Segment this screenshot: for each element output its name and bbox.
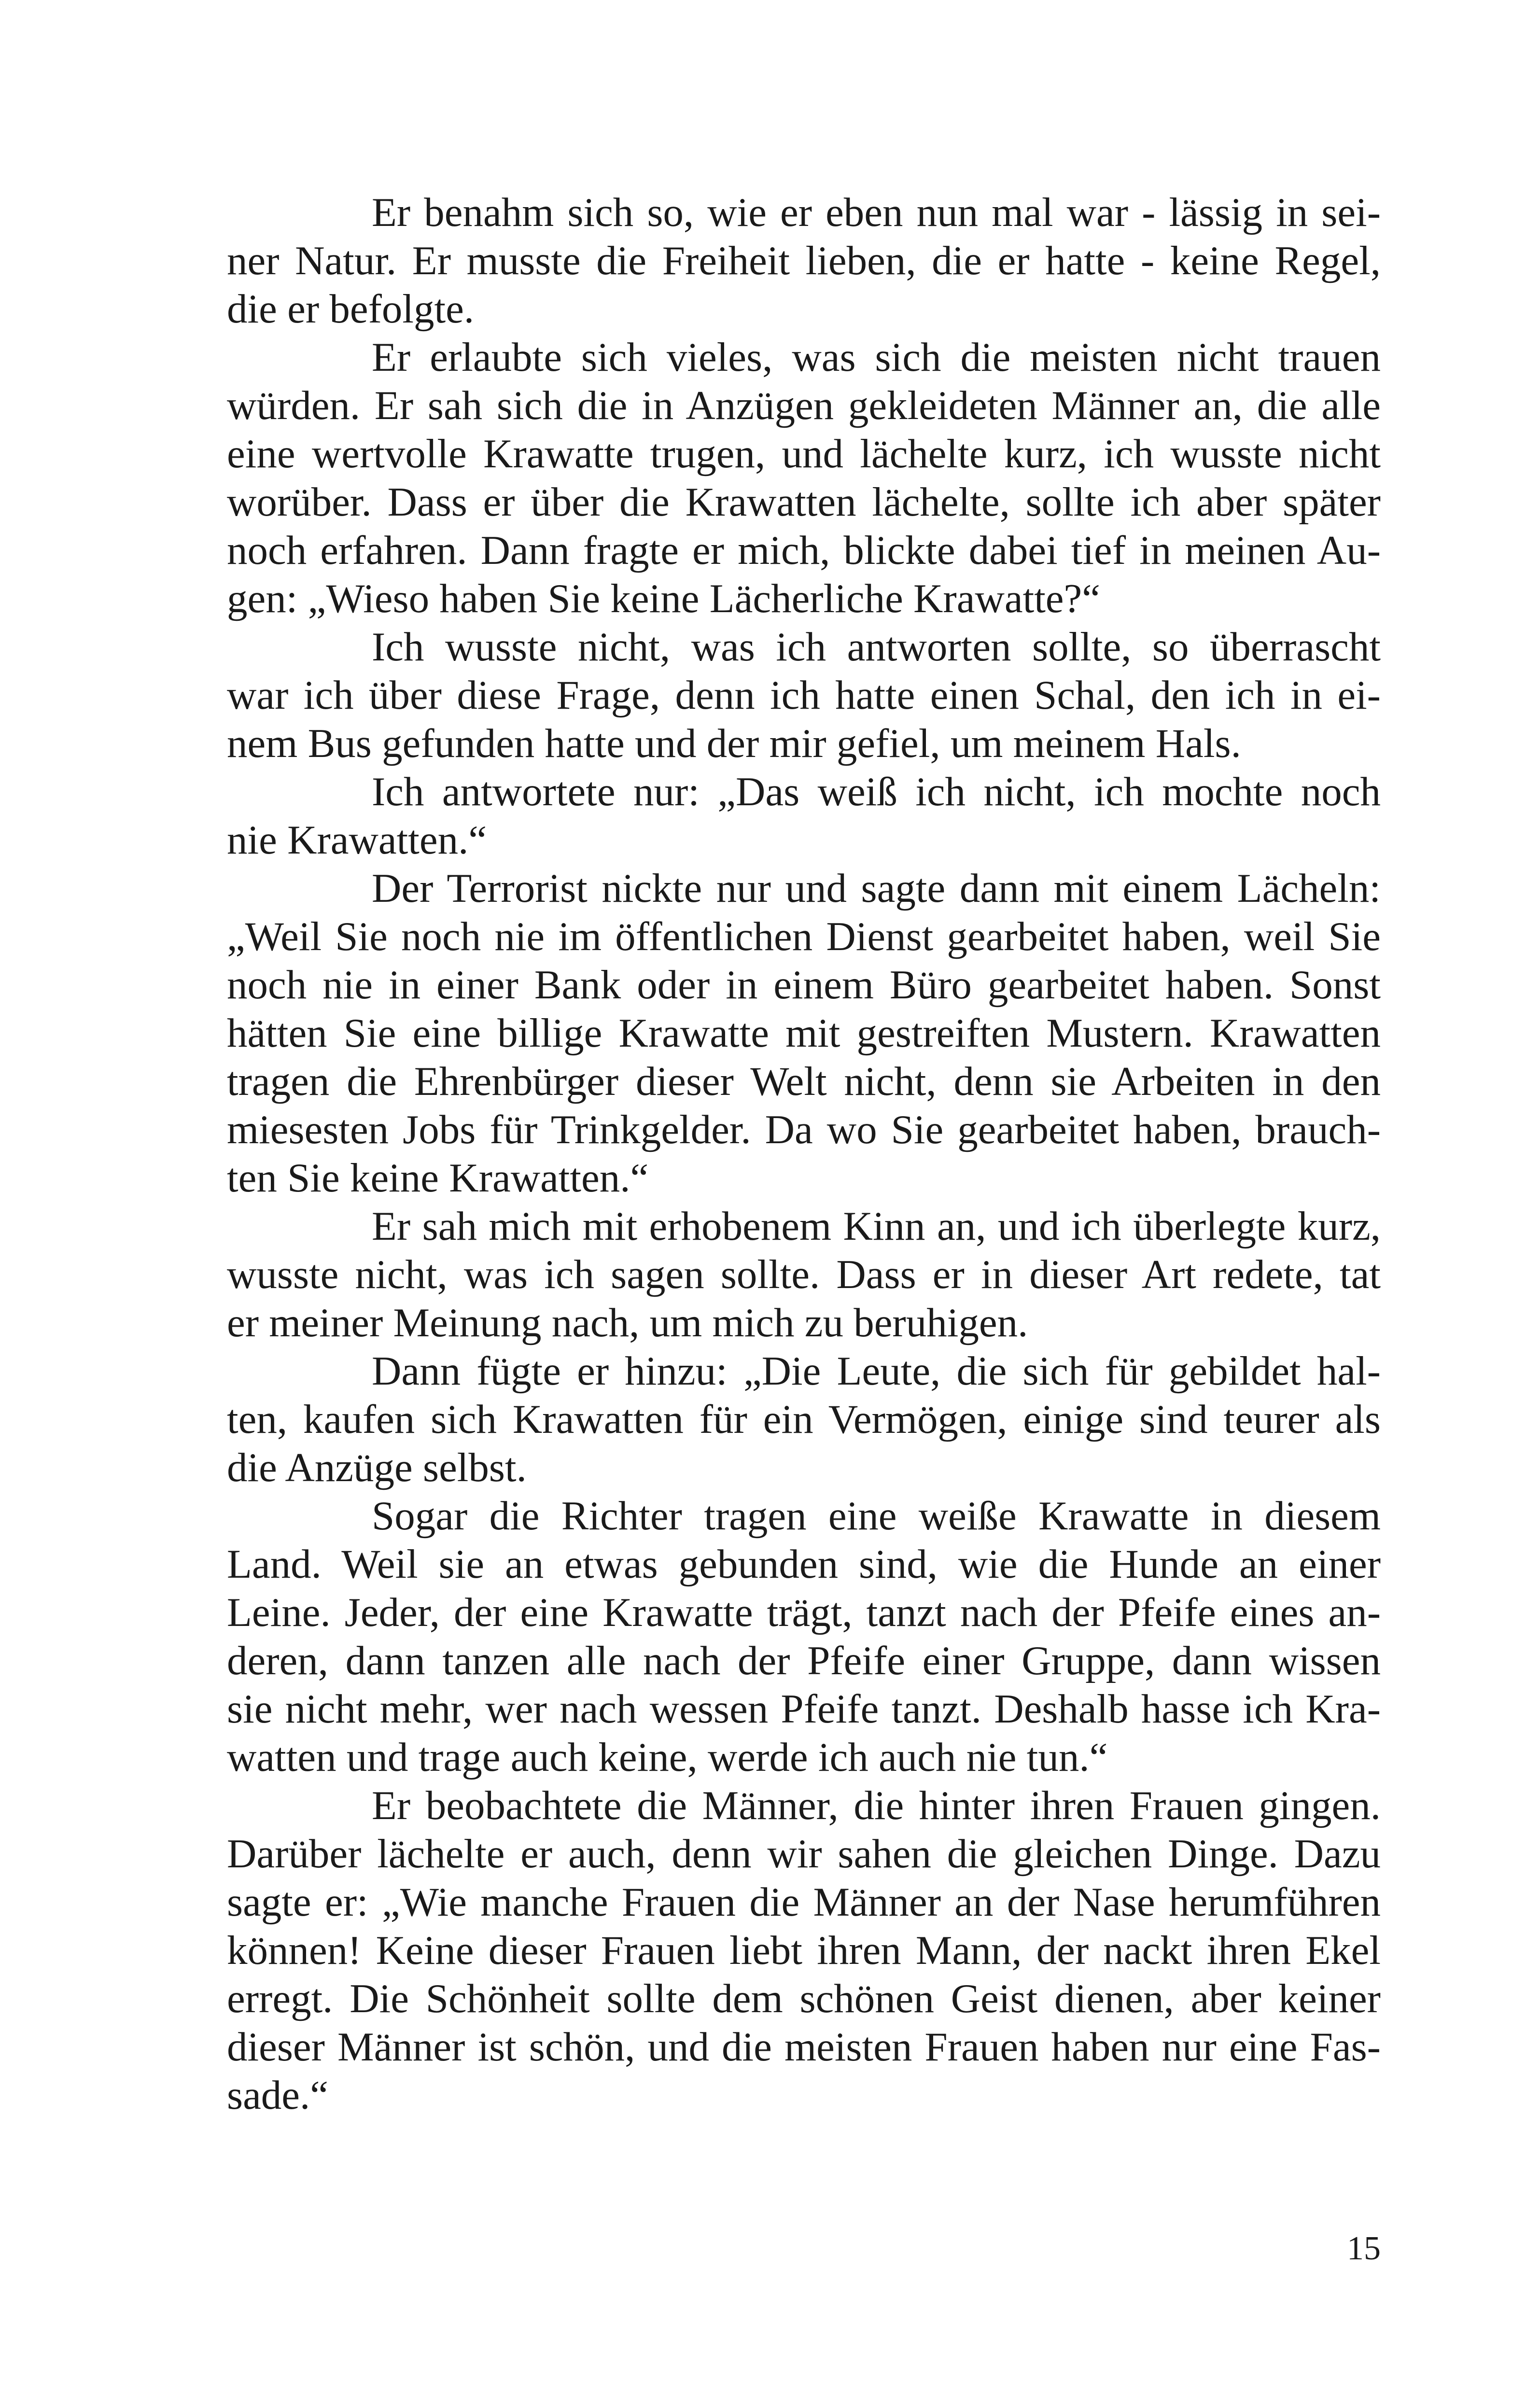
text-line: Er sah mich mit erhobenem Kinn an, und ich überlegte kurz, [372, 1204, 1381, 1249]
text-line: Er beobachtete die Männer, die hinter ihren Frauen gingen. [372, 1783, 1381, 1828]
text-line: nem Bus gefunden hatte und der mir gefiel, um meinem Hals. [227, 721, 1241, 766]
text-line: sie nicht mehr, wer nach wessen Pfeife tanzt. Deshalb hasse ich Kra- [227, 1686, 1381, 1732]
text-line: würden. Er sah sich die in Anzügen gekleideten Männer an, die alle [227, 383, 1381, 428]
text-line: Er benahm sich so, wie er eben nun mal war - lässig in sei- [372, 190, 1381, 235]
text-line: watten und trage auch keine, werde ich auch nie tun.“ [227, 1735, 1108, 1780]
body-text [227, 188, 1381, 2119]
text-line: ten, kaufen sich Krawatten für ein Vermögen, einige sind teurer als [227, 1397, 1381, 1442]
text-line: gen: „Wieso haben Sie keine Lächerliche Krawatte?“ [227, 576, 1100, 621]
text-line: Ich antwortete nur: „Das weiß ich nicht, ich mochte noch [372, 769, 1381, 814]
text-line: worüber. Dass er über die Krawatten lächelte, sollte ich aber später [227, 479, 1381, 525]
text-line: nie Krawatten.“ [227, 817, 487, 863]
text-line: Leine. Jeder, der eine Krawatte trägt, tanzt nach der Pfeife eines an- [227, 1590, 1381, 1635]
text-line: wusste nicht, was ich sagen sollte. Dass er in dieser Art redete, tat [227, 1252, 1381, 1297]
text-line: Land. Weil sie an etwas gebunden sind, wie die Hunde an einer [227, 1541, 1381, 1587]
text-line: tragen die Ehrenbürger dieser Welt nicht, denn sie Arbeiten in den [227, 1059, 1381, 1104]
text-line: Er erlaubte sich vieles, was sich die meisten nicht trauen [372, 335, 1381, 380]
text-line: ner Natur. Er musste die Freiheit lieben, die er hatte - keine Regel, [227, 238, 1381, 283]
text-line: erregt. Die Schönheit sollte dem schönen Geist dienen, aber keiner [227, 1976, 1381, 2021]
text-line: Ich wusste nicht, was ich antworten sollte, so überrascht [372, 624, 1381, 670]
text-line: hätten Sie eine billige Krawatte mit gestreiften Mustern. Krawatten [227, 1010, 1381, 1056]
text-line: er meiner Meinung nach, um mich zu beruhigen. [227, 1300, 1028, 1345]
page-number: 15 [1347, 2230, 1381, 2267]
text-line: sade.“ [227, 2073, 329, 2118]
text-line: Sogar die Richter tragen eine weiße Krawatte in diesem [372, 1493, 1381, 1539]
text-line: dieser Männer ist schön, und die meisten Frauen haben nur eine Fas- [227, 2024, 1381, 2070]
text-line: eine wertvolle Krawatte trugen, und lächelte kurz, ich wusste nicht [227, 431, 1381, 476]
text-line: noch nie in einer Bank oder in einem Büro gearbeitet haben. Sonst [227, 962, 1381, 1008]
text-line: Darüber lächelte er auch, denn wir sahen die gleichen Dinge. Dazu [227, 1831, 1381, 1877]
text-line: Der Terrorist nickte nur und sagte dann mit einem Lächeln: [372, 866, 1381, 911]
text-line: sagte er: „Wie manche Frauen die Männer an der Nase herumführen [227, 1879, 1381, 1925]
text-line: Dann fügte er hinzu: „Die Leute, die sich für gebildet hal- [372, 1348, 1381, 1394]
text-line: die Anzüge selbst. [227, 1445, 527, 1490]
text-line: noch erfahren. Dann fragte er mich, blickte dabei tief in meinen Au- [227, 528, 1381, 573]
text-line: ten Sie keine Krawatten.“ [227, 1155, 649, 1201]
text-line: können! Keine dieser Frauen liebt ihren Mann, der nackt ihren Ekel [227, 1928, 1381, 1973]
text-line: „Weil Sie noch nie im öffentlichen Dienst gearbeitet haben, weil Sie [227, 914, 1381, 959]
text-line: deren, dann tanzen alle nach der Pfeife einer Gruppe, dann wissen [227, 1638, 1381, 1683]
text-line: war ich über diese Frage, denn ich hatte einen Schal, den ich in ei- [227, 672, 1381, 718]
text-line: miesesten Jobs für Trinkgelder. Da wo Sie gearbeitet haben, brauch- [227, 1107, 1381, 1152]
text-line: die er befolgte. [227, 286, 475, 332]
